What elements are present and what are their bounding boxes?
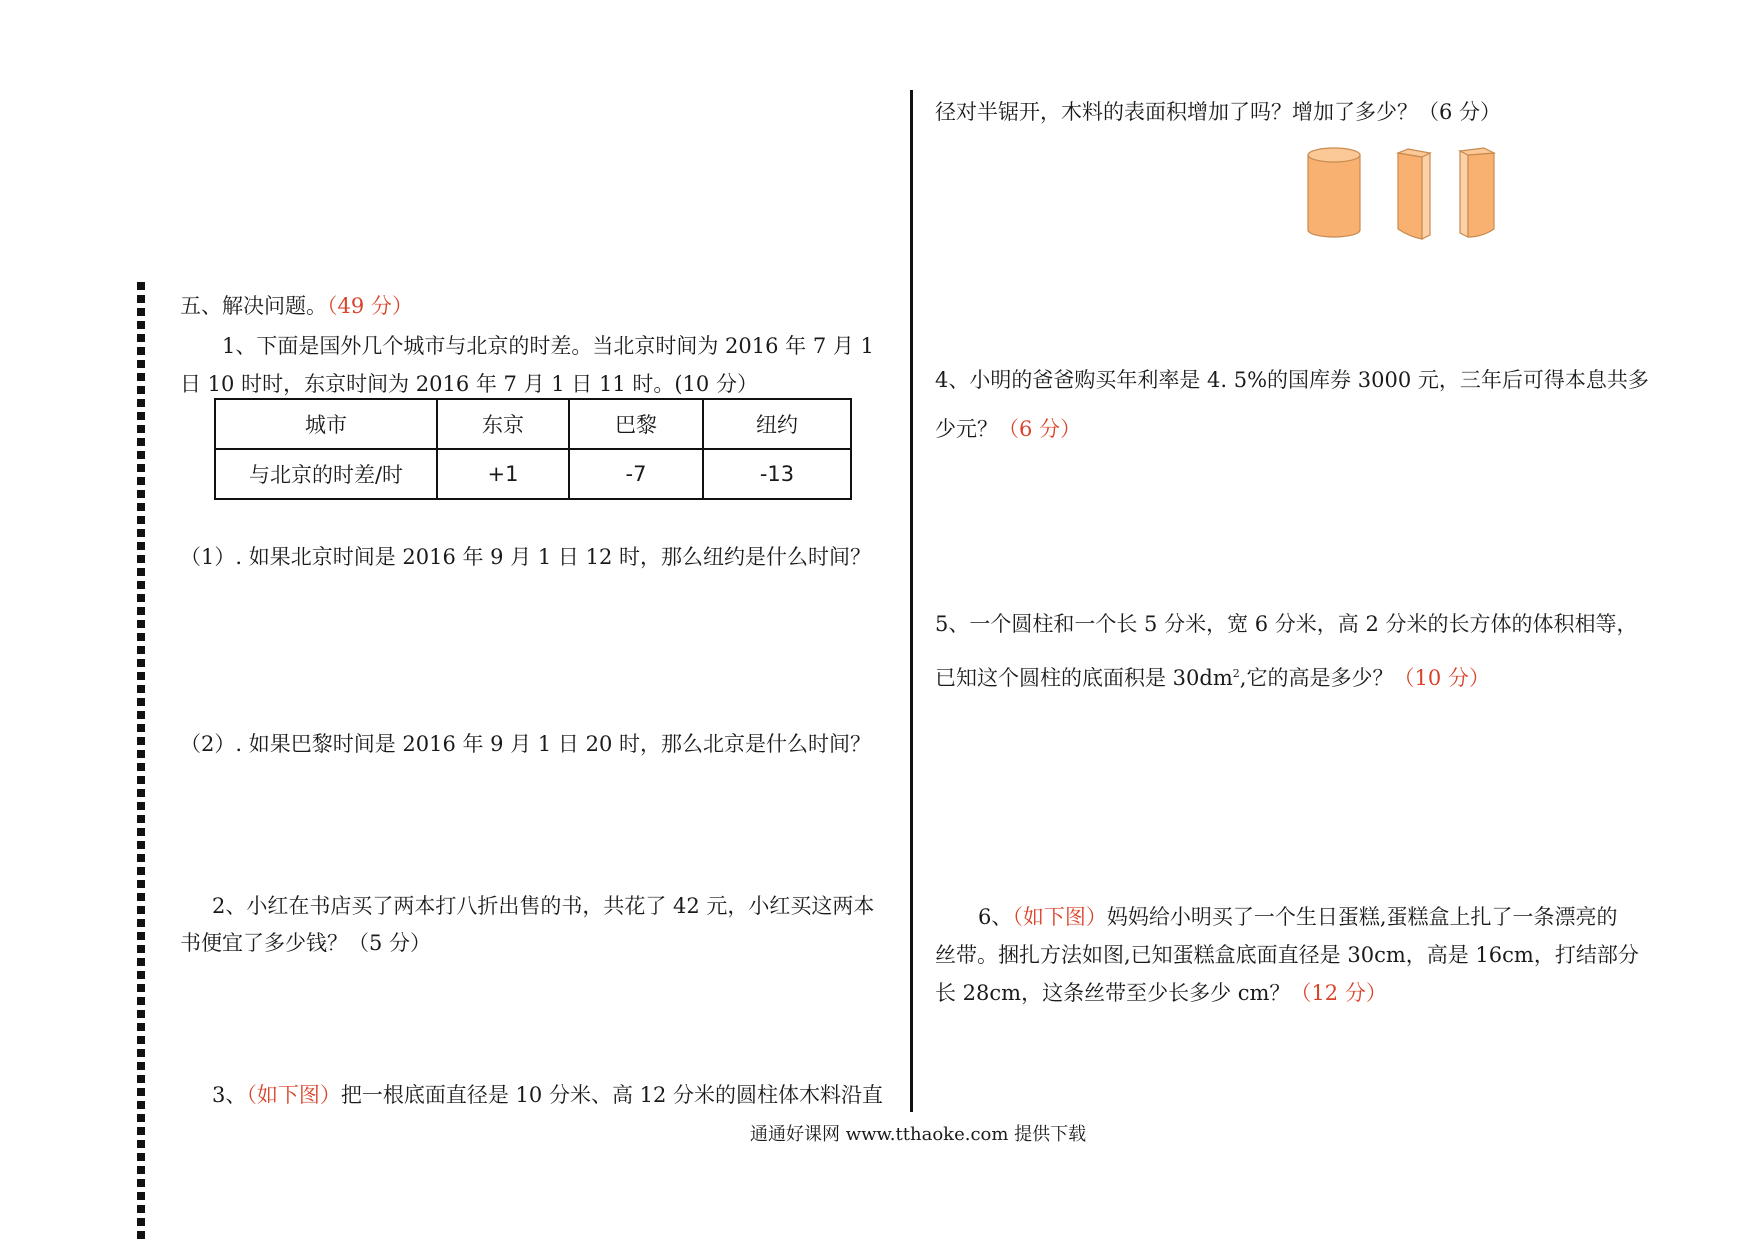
whole-cylinder <box>1308 148 1360 237</box>
q5-line2 <box>935 660 1490 692</box>
q6-line1-text: 妈妈给小明买了一个生日蛋糕,蛋糕盒上扎了一条漂亮的 <box>1106 905 1618 929</box>
q4-line2 <box>935 415 1081 443</box>
table-cell: 东京 <box>437 399 569 449</box>
q5-superscript: 2 <box>1232 667 1240 680</box>
q5-points: （10 分） <box>1393 666 1490 690</box>
column-divider <box>910 90 913 1112</box>
q6-prefix: 6、 <box>978 905 1013 929</box>
q2-line2: 书便宜了多少钱？（5 分） <box>180 931 432 955</box>
half-cylinder-right <box>1460 148 1494 237</box>
table-cell: +1 <box>437 449 569 499</box>
table-row <box>215 449 851 499</box>
table-cell: -13 <box>703 449 851 499</box>
q6-points: （12 分） <box>1290 981 1387 1005</box>
q1-sub2: （2）. 如果巴黎时间是 2016 年 9 月 1 日 20 时，那么北京是什么时间？ <box>180 732 871 756</box>
section-title: 五、解决问题。 <box>180 294 327 318</box>
q3-line1 <box>212 1081 883 1109</box>
cylinder-illustration <box>1300 145 1520 245</box>
binding-margin-dashes <box>137 282 145 1240</box>
table-header-row <box>215 399 851 449</box>
q3-note: （如下图） <box>246 1083 341 1107</box>
q1-sub1: （1）. 如果北京时间是 2016 年 9 月 1 日 12 时，那么纽约是什么时间？ <box>180 545 871 569</box>
table-cell: -7 <box>569 449 703 499</box>
table-cell: 与北京的时差/时 <box>215 449 437 499</box>
q1-line1: 1、下面是国外几个城市与北京的时差。当北京时间为 2016 年 7 月 1 <box>222 334 874 358</box>
q3-prefix: 3、 <box>212 1083 247 1107</box>
footer-source: 通通好课网 www.tthaoke.com 提供下载 <box>750 1124 1087 1145</box>
q2-line1: 2、小红在书店买了两本打八折出售的书，共花了 42 元，小红买这两本 <box>212 894 875 918</box>
table-cell: 巴黎 <box>569 399 703 449</box>
q5-line2-rest: ,它的高是多少？ <box>1239 666 1394 690</box>
q4-line1: 4、小明的爸爸购买年利率是 4. 5%的国库券 3000 元，三年后可得本息共多 <box>935 368 1649 392</box>
table-cell: 城市 <box>215 399 437 449</box>
q6-note: （如下图） <box>1012 905 1107 929</box>
q6-line3-text: 长 28cm，这条丝带至少长多少 cm？ <box>935 981 1291 1005</box>
q1-line2: 日 10 时时，东京时间为 2016 年 7 月 1 日 11 时。(10 分） <box>180 372 758 396</box>
q3-line2: 径对半锯开，木料的表面积增加了吗？增加了多少？（6 分） <box>935 100 1502 124</box>
section-points: （49 分） <box>327 294 413 318</box>
q6-line3 <box>935 979 1387 1007</box>
q6-line2: 丝带。捆扎方法如图,已知蛋糕盒底面直径是 30cm，高是 16cm，打结部分 <box>935 943 1639 967</box>
q6-line1 <box>978 903 1618 931</box>
section-heading <box>180 292 413 320</box>
q4-points: （6 分） <box>998 417 1082 441</box>
table-cell: 纽约 <box>703 399 851 449</box>
half-cylinder-left <box>1398 149 1430 239</box>
q5-line1: 5、一个圆柱和一个长 5 分米，宽 6 分米，高 2 分米的长方体的体积相等， <box>935 612 1638 636</box>
q3-line1-text: 把一根底面直径是 10 分米、高 12 分米的圆柱体木料沿直 <box>340 1083 884 1107</box>
q4-line2-text: 少元？ <box>935 417 998 441</box>
time-difference-table <box>214 398 852 500</box>
q5-line2-text: 已知这个圆柱的底面积是 30dm <box>935 666 1233 690</box>
